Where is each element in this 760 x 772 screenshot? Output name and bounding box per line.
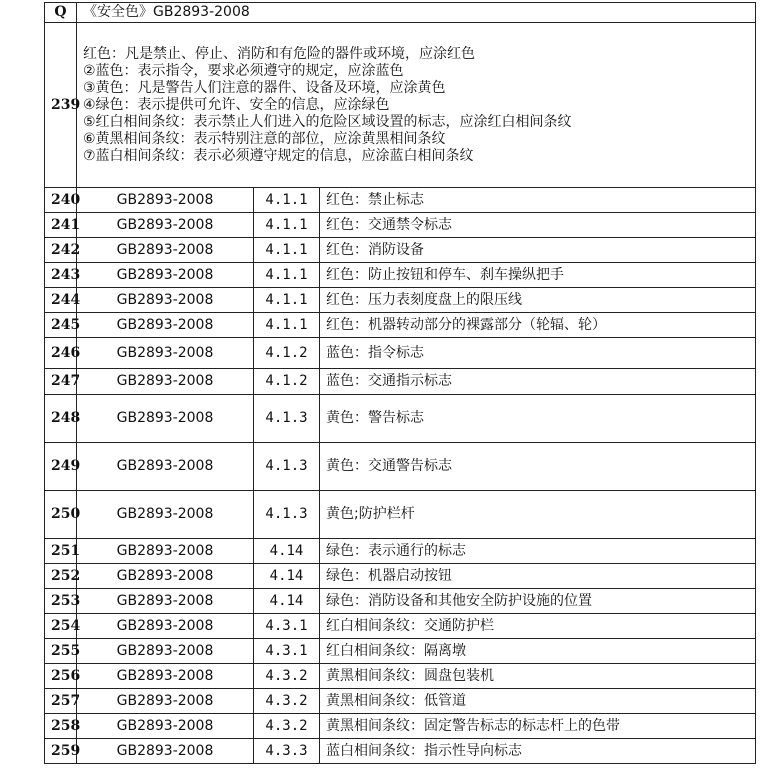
row-number: 259 (45, 739, 77, 764)
table-row (45, 263, 756, 288)
row-number: 242 (45, 238, 77, 263)
row-number: 248 (45, 395, 77, 443)
clause-number: 4.14 (254, 539, 320, 564)
row-number: 241 (45, 213, 77, 238)
color-usage: 绿色：机器启动按钮 (320, 564, 756, 589)
clause-number: 4.14 (254, 564, 320, 589)
color-usage: 黄黑相间条纹：圆盘包装机 (320, 664, 756, 689)
table-row (45, 614, 756, 639)
color-usage: 黄黑相间条纹：低管道 (320, 689, 756, 714)
clause-number: 4.1.1 (254, 213, 320, 238)
row-number: 258 (45, 714, 77, 739)
row-number: 240 (45, 188, 77, 213)
standard-code: GB2893-2008 (77, 213, 254, 238)
standard-code: GB2893-2008 (77, 564, 254, 589)
row-number: 250 (45, 491, 77, 539)
table-row (45, 639, 756, 664)
row-number: 256 (45, 664, 77, 689)
row-number: 253 (45, 589, 77, 614)
clause-number: 4.3.2 (254, 689, 320, 714)
color-usage: 红色：防止按钮和停车、刹车操纵把手 (320, 263, 756, 288)
standard-code: GB2893-2008 (77, 263, 254, 288)
color-usage: 黄色：交通警告标志 (320, 443, 756, 491)
clause-number: 4.1.2 (254, 338, 320, 369)
color-usage: 黄色：警告标志 (320, 395, 756, 443)
row-number: 245 (45, 313, 77, 338)
clause-number: 4.3.3 (254, 739, 320, 764)
row-number: 249 (45, 443, 77, 491)
standard-code: GB2893-2008 (77, 639, 254, 664)
table-row (45, 589, 756, 614)
table-row (45, 238, 756, 263)
table-row (45, 539, 756, 564)
table-row (45, 395, 756, 443)
color-usage: 蓝白相间条纹：指示性导向标志 (320, 739, 756, 764)
row-number: 243 (45, 263, 77, 288)
clause-number: 4.3.1 (254, 639, 320, 664)
intro-row (45, 23, 756, 188)
header-row (45, 3, 756, 23)
standard-code: GB2893-2008 (77, 739, 254, 764)
clause-number: 4.1.1 (254, 188, 320, 213)
q-header-label: Q (45, 3, 77, 23)
standard-code: GB2893-2008 (77, 313, 254, 338)
table-row (45, 369, 756, 395)
color-usage: 绿色：消防设备和其他安全防护设施的位置 (320, 589, 756, 614)
standard-code: GB2893-2008 (77, 491, 254, 539)
color-usage: 黄黑相间条纹：固定警告标志的标志杆上的色带 (320, 714, 756, 739)
standard-code: GB2893-2008 (77, 288, 254, 313)
row-number: 239 (45, 23, 77, 188)
color-usage: 红色：压力表刻度盘上的限压线 (320, 288, 756, 313)
definition-line: ③黄色：凡是警告人们注意的器件、设备及环境，应涂黄色 (83, 79, 446, 96)
color-usage: 红色：交通禁令标志 (320, 213, 756, 238)
standard-code: GB2893-2008 (77, 443, 254, 491)
row-number: 246 (45, 338, 77, 369)
standard-code: GB2893-2008 (77, 714, 254, 739)
clause-number: 4.1.2 (254, 369, 320, 395)
row-number: 255 (45, 639, 77, 664)
color-usage: 蓝色：交通指示标志 (320, 369, 756, 395)
color-usage: 绿色：表示通行的标志 (320, 539, 756, 564)
color-usage: 黄色;防护栏杆 (320, 491, 756, 539)
table-row (45, 564, 756, 589)
standard-code: GB2893-2008 (77, 614, 254, 639)
clause-number: 4.3.1 (254, 614, 320, 639)
safety-color-table (44, 2, 756, 764)
row-number: 247 (45, 369, 77, 395)
definition-line: 红色：凡是禁止、停止、消防和有危险的器件或环境，应涂红色 (83, 45, 475, 62)
standard-code: GB2893-2008 (77, 664, 254, 689)
clause-number: 4.14 (254, 589, 320, 614)
table-row (45, 313, 756, 338)
color-definitions (77, 23, 756, 188)
definition-line: ⑥黄黑相间条纹：表示特别注意的部位，应涂黄黑相间条纹 (83, 130, 446, 147)
row-number: 251 (45, 539, 77, 564)
standard-code: GB2893-2008 (77, 188, 254, 213)
standard-code: GB2893-2008 (77, 238, 254, 263)
color-usage: 红色：消防设备 (320, 238, 756, 263)
table-row (45, 689, 756, 714)
standard-code: GB2893-2008 (77, 338, 254, 369)
clause-number: 4.1.1 (254, 263, 320, 288)
definition-line: ④绿色：表示提供可允许、安全的信息，应涂绿色 (83, 96, 390, 113)
standard-code: GB2893-2008 (77, 539, 254, 564)
definition-line: ⑦蓝白相间条纹：表示必须遵守规定的信息，应涂蓝白相间条纹 (83, 147, 474, 164)
clause-number: 4.3.2 (254, 714, 320, 739)
clause-number: 4.1.3 (254, 443, 320, 491)
color-usage: 红色：禁止标志 (320, 188, 756, 213)
clause-number: 4.3.2 (254, 664, 320, 689)
clause-number: 4.1.3 (254, 395, 320, 443)
definition-line: ②蓝色：表示指令，要求必须遵守的规定，应涂蓝色 (83, 62, 404, 79)
clause-number: 4.1.1 (254, 288, 320, 313)
clause-number: 4.1.1 (254, 313, 320, 338)
table-row (45, 714, 756, 739)
standard-code: GB2893-2008 (77, 369, 254, 395)
color-usage: 蓝色：指令标志 (320, 338, 756, 369)
standard-code: GB2893-2008 (77, 395, 254, 443)
definition-line: ⑤红白相间条纹：表示禁止人们进入的危险区域设置的标志，应涂红白相间条纹 (83, 113, 572, 130)
standard-code: GB2893-2008 (77, 589, 254, 614)
table-row (45, 288, 756, 313)
row-number: 244 (45, 288, 77, 313)
section-title: 《安全色》GB2893-2008 (77, 3, 756, 23)
table-row (45, 188, 756, 213)
table-row (45, 739, 756, 764)
row-number: 257 (45, 689, 77, 714)
clause-number: 4.1.3 (254, 491, 320, 539)
color-usage: 红白相间条纹：交通防护栏 (320, 614, 756, 639)
clause-number: 4.1.1 (254, 238, 320, 263)
table-row (45, 491, 756, 539)
table-row (45, 338, 756, 369)
row-number: 252 (45, 564, 77, 589)
table-row (45, 443, 756, 491)
table-row (45, 213, 756, 238)
color-usage: 红色：机器转动部分的裸露部分（轮辐、轮） (320, 313, 756, 338)
table-row (45, 664, 756, 689)
standard-code: GB2893-2008 (77, 689, 254, 714)
row-number: 254 (45, 614, 77, 639)
color-usage: 红白相间条纹：隔离墩 (320, 639, 756, 664)
